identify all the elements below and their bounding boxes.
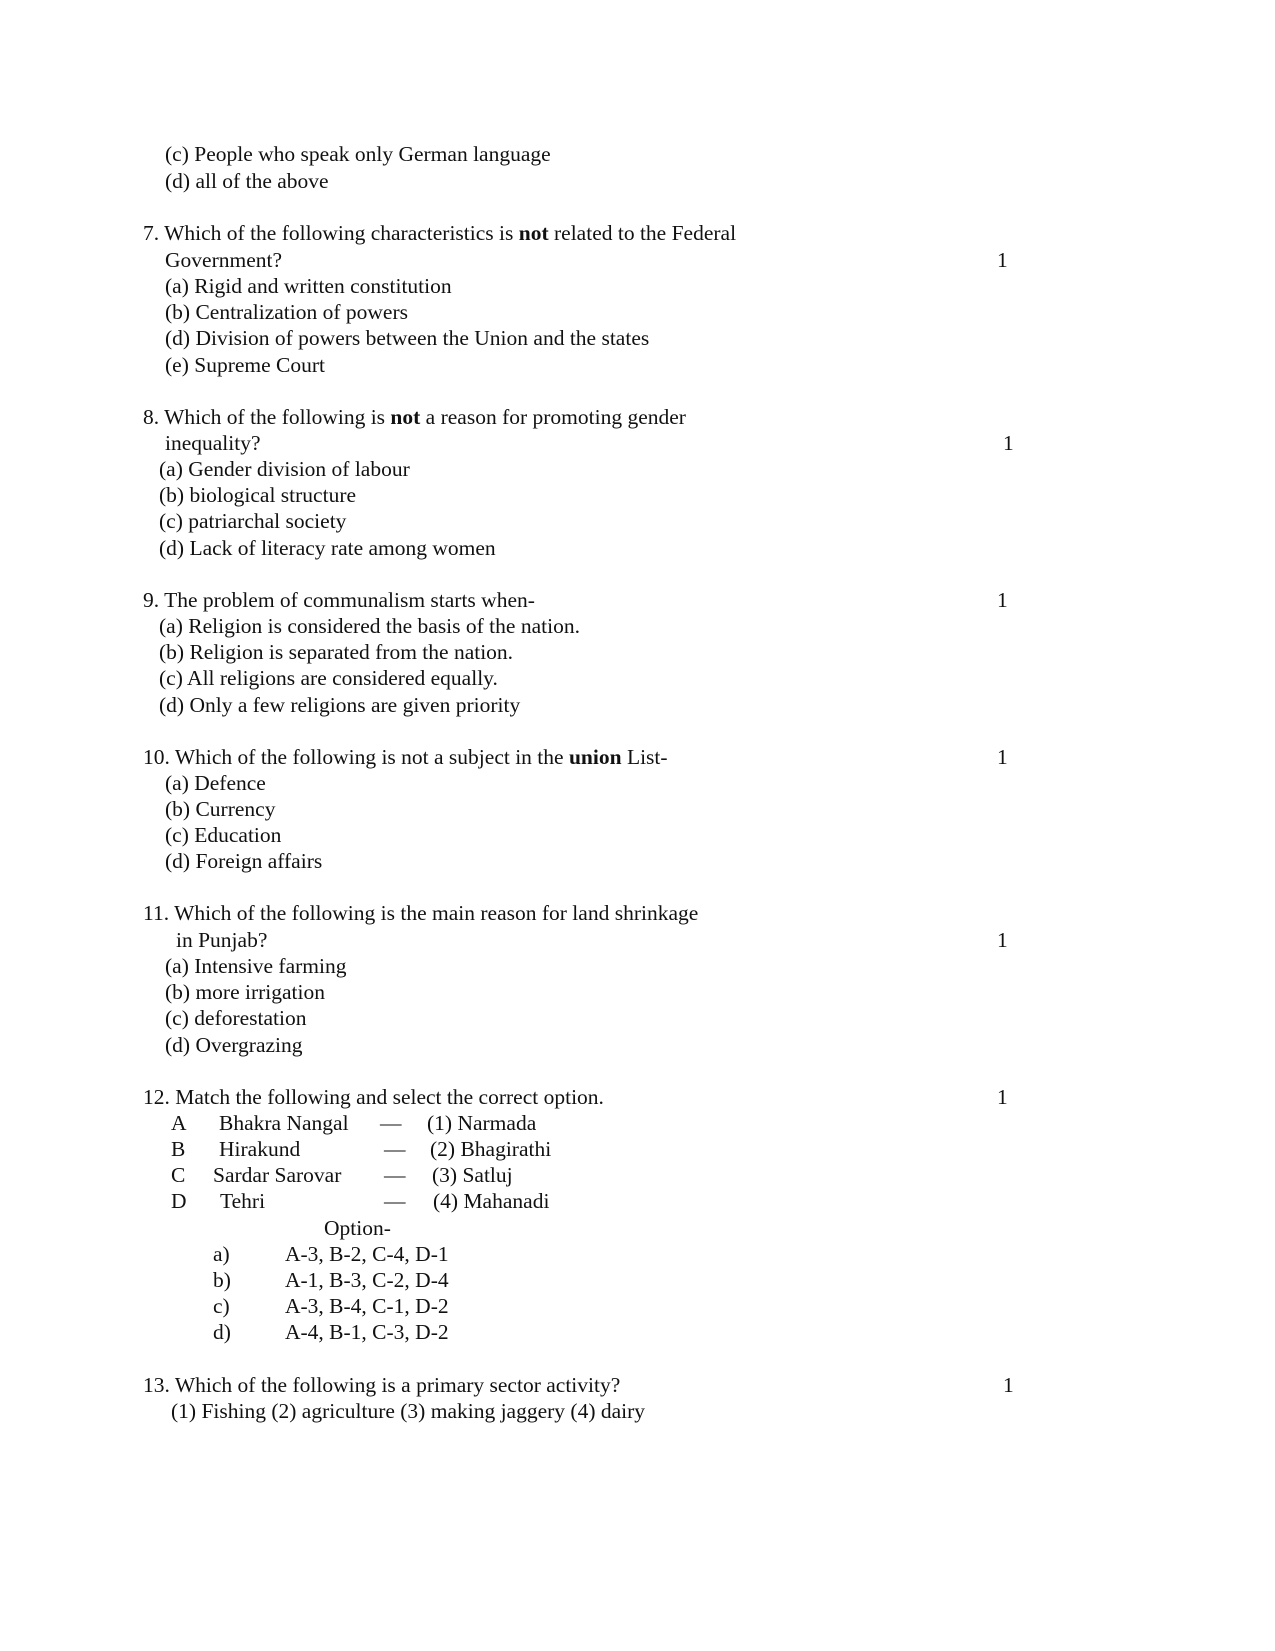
q6-option-c: (c) People who speak only German language (165, 142, 551, 166)
q12-row-letter: A (171, 1111, 187, 1135)
q8-option-b: (b) biological structure (159, 483, 357, 507)
q12-marks: 1 (997, 1085, 1008, 1109)
q11-option-a: (a) Intensive farming (165, 954, 347, 978)
q10-option-d: (d) Foreign affairs (165, 849, 323, 873)
q12-row-letter: C (171, 1163, 186, 1187)
q12-row-match: (3) Satluj (432, 1163, 513, 1187)
q12-choice-key: c) (213, 1294, 230, 1318)
q12-row-dash: — (384, 1163, 406, 1187)
q12-question: 12. Match the following and select the correct option. (143, 1085, 604, 1109)
q11-question: 11. Which of the following is the main reason for land shrinkage (143, 901, 699, 925)
q12-choice-value: A-4, B-1, C-3, D-2 (285, 1320, 449, 1344)
q12-option-label: Option- (324, 1216, 391, 1240)
q12-row-item: Bhakra Nangal (219, 1111, 349, 1135)
q11-option-c: (c) deforestation (165, 1006, 307, 1030)
q10-option-b: (b) Currency (165, 797, 276, 821)
q9-option-a: (a) Religion is considered the basis of the nation. (159, 614, 580, 638)
q8-question: 8. Which of the following is not a reason for promoting gender (143, 405, 686, 429)
q10-option-c: (c) Education (165, 823, 282, 847)
q8-marks: 1 (1003, 431, 1014, 455)
q12-row-dash: — (384, 1189, 406, 1213)
q8-question-line2: inequality? (165, 431, 261, 455)
q12-choice-key: a) (213, 1242, 230, 1266)
q10-question: 10. Which of the following is not a subject in the union List- (143, 745, 668, 769)
q13-options: (1) Fishing (2) agriculture (3) making jaggery (4) dairy (171, 1399, 646, 1423)
q9-option-b: (b) Religion is separated from the nation. (159, 640, 514, 664)
q7-option-a: (a) Rigid and written constitution (165, 274, 452, 298)
q10-option-a: (a) Defence (165, 771, 266, 795)
q13-question: 13. Which of the following is a primary sector activity? (143, 1373, 621, 1397)
q12-choice-value: A-3, B-4, C-1, D-2 (285, 1294, 449, 1318)
q12-row-item: Sardar Sarovar (213, 1163, 342, 1187)
q12-choice-value: A-1, B-3, C-2, D-4 (285, 1268, 449, 1292)
q8-option-c: (c) patriarchal society (159, 509, 347, 533)
q12-choice-key: d) (213, 1320, 231, 1344)
q12-choice-value: A-3, B-2, C-4, D-1 (285, 1242, 449, 1266)
q7-option-d: (d) Division of powers between the Union and the states (165, 326, 650, 350)
q7-question-line2: Government? (165, 248, 283, 272)
q12-row-match: (1) Narmada (427, 1111, 537, 1135)
q12-row-item: Hirakund (219, 1137, 301, 1161)
q11-marks: 1 (997, 928, 1008, 952)
q12-row-letter: B (171, 1137, 186, 1161)
q12-row-dash: — (380, 1111, 402, 1135)
q6-option-d: (d) all of the above (165, 169, 329, 193)
q12-row-dash: — (384, 1137, 406, 1161)
q12-row-match: (2) Bhagirathi (430, 1137, 552, 1161)
q11-option-b: (b) more irrigation (165, 980, 326, 1004)
q7-marks: 1 (997, 248, 1008, 272)
q7-option-b: (b) Centralization of powers (165, 300, 408, 324)
q10-marks: 1 (997, 745, 1008, 769)
q9-question: 9. The problem of communalism starts when- (143, 588, 535, 612)
q8-option-a: (a) Gender division of labour (159, 457, 410, 481)
q8-option-d: (d) Lack of literacy rate among women (159, 536, 496, 560)
q12-choice-key: b) (213, 1268, 231, 1292)
q7-question: 7. Which of the following characteristics is not related to the Federal (143, 221, 737, 245)
q12-row-item: Tehri (220, 1189, 266, 1213)
q7-option-e: (e) Supreme Court (165, 353, 326, 377)
q9-marks: 1 (997, 588, 1008, 612)
q12-row-letter: D (171, 1189, 187, 1213)
q11-question-line2: in Punjab? (176, 928, 268, 952)
q12-row-match: (4) Mahanadi (433, 1189, 550, 1213)
q11-option-d: (d) Overgrazing (165, 1033, 303, 1057)
q9-option-c: (c) All religions are considered equally. (159, 666, 498, 690)
q9-option-d: (d) Only a few religions are given priority (159, 693, 521, 717)
q13-marks: 1 (1003, 1373, 1014, 1397)
